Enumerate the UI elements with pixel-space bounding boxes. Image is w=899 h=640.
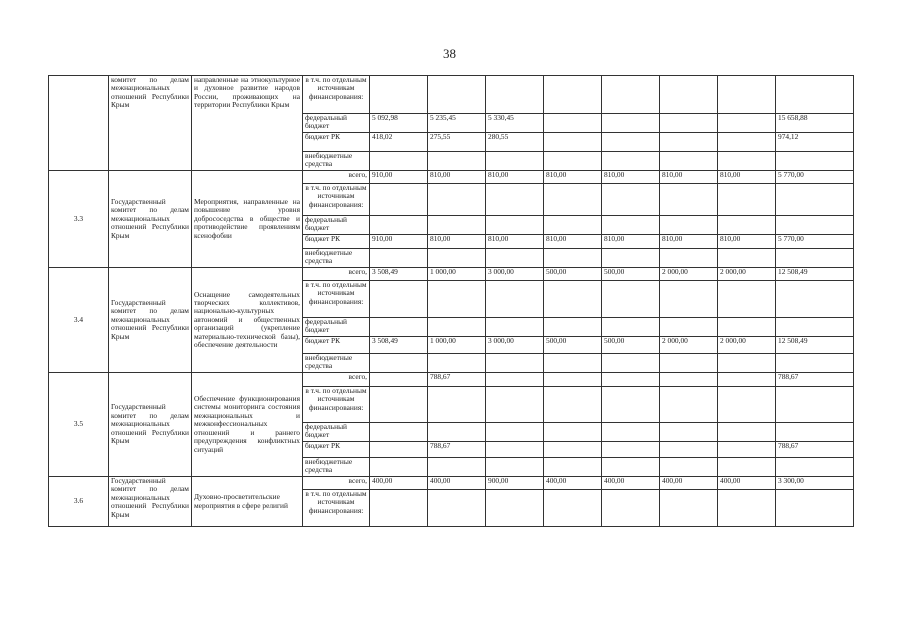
year-value: 2 000,00 bbox=[718, 337, 776, 354]
year-value: 5 235,45 bbox=[428, 114, 486, 133]
year-value: 810,00 bbox=[428, 235, 486, 249]
year-value: 3 508,49 bbox=[370, 268, 428, 281]
year-value: 810,00 bbox=[718, 171, 776, 184]
total-value: 12 508,49 bbox=[776, 337, 854, 354]
year-value bbox=[602, 373, 660, 387]
year-value bbox=[718, 114, 776, 133]
year-value bbox=[544, 114, 602, 133]
year-value bbox=[486, 76, 544, 114]
funding-source: в т.ч. по отдельным источникам финансирования: bbox=[303, 76, 370, 114]
total-value: 5 770,00 bbox=[776, 235, 854, 249]
year-value bbox=[544, 152, 602, 171]
table-row bbox=[49, 76, 854, 114]
year-value: 400,00 bbox=[428, 477, 486, 490]
funding-source: внебюджетные средства bbox=[303, 458, 370, 477]
year-value bbox=[486, 458, 544, 477]
year-value bbox=[718, 76, 776, 114]
year-value bbox=[428, 184, 486, 216]
total-value: 12 508,49 bbox=[776, 268, 854, 281]
funding-source: внебюджетные средства bbox=[303, 354, 370, 373]
year-value bbox=[370, 373, 428, 387]
year-value: 1 000,00 bbox=[428, 337, 486, 354]
activity-description: направленные на этнокультурное и духовное развитие народов России, проживающих на территории Республики Крым bbox=[192, 76, 303, 171]
budget-table bbox=[48, 75, 854, 527]
year-value: 1 000,00 bbox=[428, 268, 486, 281]
funding-source: в т.ч. по отдельным источникам финансирования: bbox=[303, 281, 370, 318]
year-value bbox=[602, 387, 660, 423]
year-value bbox=[660, 354, 718, 373]
funding-source: внебюджетные средства bbox=[303, 249, 370, 268]
year-value bbox=[718, 490, 776, 527]
year-value bbox=[660, 387, 718, 423]
year-value bbox=[544, 423, 602, 442]
funding-source: всего, bbox=[303, 373, 370, 387]
total-value bbox=[776, 281, 854, 318]
year-value bbox=[718, 318, 776, 337]
year-value bbox=[660, 423, 718, 442]
year-value bbox=[544, 184, 602, 216]
year-value bbox=[428, 76, 486, 114]
table-row bbox=[49, 373, 854, 387]
total-value bbox=[776, 216, 854, 235]
year-value bbox=[718, 281, 776, 318]
year-value bbox=[602, 152, 660, 171]
year-value bbox=[544, 458, 602, 477]
total-value: 3 300,00 bbox=[776, 477, 854, 490]
activity-description: Мероприятия, направленные на повышение уровня добрососедства в обществе и противодействие проявлениям ксенофобии bbox=[192, 171, 303, 268]
year-value bbox=[428, 249, 486, 268]
year-value bbox=[544, 76, 602, 114]
table-row bbox=[49, 268, 854, 281]
year-value bbox=[718, 354, 776, 373]
year-value: 810,00 bbox=[660, 235, 718, 249]
year-value: 788,67 bbox=[428, 373, 486, 387]
responsible-org: Государственный комитет по делам межнациональных отношений Республики Крым bbox=[109, 373, 192, 477]
year-value: 5 330,45 bbox=[486, 114, 544, 133]
year-value bbox=[602, 423, 660, 442]
year-value bbox=[486, 423, 544, 442]
year-value bbox=[370, 318, 428, 337]
year-value bbox=[486, 318, 544, 337]
year-value bbox=[370, 354, 428, 373]
year-value: 810,00 bbox=[428, 171, 486, 184]
year-value bbox=[660, 458, 718, 477]
year-value bbox=[660, 216, 718, 235]
year-value bbox=[602, 76, 660, 114]
responsible-org: Государственный комитет по делам межнациональных отношений Республики Крым bbox=[109, 268, 192, 373]
year-value bbox=[428, 318, 486, 337]
year-value bbox=[544, 133, 602, 152]
year-value bbox=[370, 442, 428, 458]
year-value bbox=[718, 216, 776, 235]
year-value bbox=[602, 114, 660, 133]
year-value bbox=[544, 318, 602, 337]
year-value: 2 000,00 bbox=[660, 337, 718, 354]
year-value bbox=[660, 373, 718, 387]
activity-description: Оснащение самодеятельных творческих коллективов, национально-культурных автономий и общественных организаций (укрепление материально-технической базы), обеспечение деятельности bbox=[192, 268, 303, 373]
funding-source: федеральный бюджет bbox=[303, 423, 370, 442]
year-value bbox=[486, 249, 544, 268]
year-value: 400,00 bbox=[660, 477, 718, 490]
total-value bbox=[776, 249, 854, 268]
year-value bbox=[486, 387, 544, 423]
year-value bbox=[544, 373, 602, 387]
year-value: 500,00 bbox=[544, 337, 602, 354]
funding-source: всего, bbox=[303, 171, 370, 184]
year-value: 400,00 bbox=[544, 477, 602, 490]
funding-source: федеральный бюджет bbox=[303, 216, 370, 235]
year-value bbox=[486, 354, 544, 373]
year-value: 3 000,00 bbox=[486, 337, 544, 354]
year-value: 810,00 bbox=[602, 235, 660, 249]
page-number: 38 bbox=[443, 46, 456, 61]
year-value: 400,00 bbox=[370, 477, 428, 490]
funding-source: федеральный бюджет bbox=[303, 114, 370, 133]
responsible-org: Государственный комитет по делам межнациональных отношений Республики Крым bbox=[109, 171, 192, 268]
year-value: 910,00 bbox=[370, 171, 428, 184]
year-value: 810,00 bbox=[660, 171, 718, 184]
year-value bbox=[602, 442, 660, 458]
funding-source: всего, bbox=[303, 268, 370, 281]
year-value bbox=[370, 76, 428, 114]
year-value bbox=[718, 387, 776, 423]
total-value bbox=[776, 354, 854, 373]
funding-source: всего, bbox=[303, 477, 370, 490]
year-value: 3 508,49 bbox=[370, 337, 428, 354]
year-value bbox=[602, 281, 660, 318]
year-value bbox=[370, 490, 428, 527]
year-value bbox=[370, 249, 428, 268]
year-value bbox=[718, 152, 776, 171]
year-value bbox=[428, 216, 486, 235]
year-value: 900,00 bbox=[486, 477, 544, 490]
year-value bbox=[718, 373, 776, 387]
year-value bbox=[428, 354, 486, 373]
year-value: 810,00 bbox=[486, 235, 544, 249]
year-value: 500,00 bbox=[602, 337, 660, 354]
year-value bbox=[718, 458, 776, 477]
funding-source: в т.ч. по отдельным источникам финансирования: bbox=[303, 184, 370, 216]
year-value bbox=[718, 133, 776, 152]
total-value bbox=[776, 152, 854, 171]
total-value: 788,67 bbox=[776, 373, 854, 387]
year-value: 2 000,00 bbox=[660, 268, 718, 281]
year-value bbox=[660, 114, 718, 133]
year-value: 810,00 bbox=[602, 171, 660, 184]
item-number: 3.4 bbox=[49, 268, 109, 373]
year-value: 810,00 bbox=[544, 235, 602, 249]
year-value: 280,55 bbox=[486, 133, 544, 152]
year-value bbox=[544, 354, 602, 373]
total-value: 974,12 bbox=[776, 133, 854, 152]
year-value bbox=[428, 281, 486, 318]
year-value bbox=[486, 442, 544, 458]
year-value bbox=[544, 387, 602, 423]
year-value: 2 000,00 bbox=[718, 268, 776, 281]
total-value bbox=[776, 76, 854, 114]
activity-description: Обеспечение функционирования системы мониторинга состояния межнациональных и межконфессиональных отношений и раннего предупреждения конфликтных ситуаций bbox=[192, 373, 303, 477]
year-value bbox=[486, 152, 544, 171]
funding-source: федеральный бюджет bbox=[303, 318, 370, 337]
item-number: 3.3 bbox=[49, 171, 109, 268]
year-value bbox=[370, 152, 428, 171]
year-value bbox=[602, 184, 660, 216]
total-value: 5 770,00 bbox=[776, 171, 854, 184]
year-value bbox=[660, 76, 718, 114]
total-value bbox=[776, 318, 854, 337]
year-value: 810,00 bbox=[544, 171, 602, 184]
total-value bbox=[776, 423, 854, 442]
total-value: 788,67 bbox=[776, 442, 854, 458]
year-value bbox=[370, 184, 428, 216]
year-value: 400,00 bbox=[718, 477, 776, 490]
year-value: 500,00 bbox=[544, 268, 602, 281]
year-value bbox=[660, 318, 718, 337]
year-value bbox=[544, 490, 602, 527]
year-value: 3 000,00 bbox=[486, 268, 544, 281]
year-value bbox=[660, 152, 718, 171]
funding-source: бюджет РК bbox=[303, 133, 370, 152]
year-value bbox=[660, 442, 718, 458]
year-value: 500,00 bbox=[602, 268, 660, 281]
year-value: 910,00 bbox=[370, 235, 428, 249]
table-row bbox=[49, 171, 854, 184]
year-value bbox=[370, 216, 428, 235]
year-value bbox=[602, 216, 660, 235]
year-value bbox=[660, 490, 718, 527]
year-value bbox=[428, 152, 486, 171]
total-value bbox=[776, 458, 854, 477]
year-value bbox=[428, 458, 486, 477]
responsible-org: комитет по делам межнациональных отношений Республики Крым bbox=[109, 76, 192, 171]
year-value: 275,55 bbox=[428, 133, 486, 152]
year-value bbox=[602, 458, 660, 477]
year-value bbox=[544, 442, 602, 458]
year-value bbox=[602, 249, 660, 268]
year-value bbox=[428, 423, 486, 442]
year-value: 810,00 bbox=[718, 235, 776, 249]
year-value bbox=[718, 442, 776, 458]
year-value bbox=[370, 281, 428, 318]
year-value bbox=[486, 373, 544, 387]
year-value: 788,67 bbox=[428, 442, 486, 458]
funding-source: в т.ч. по отдельным источникам финансирования: bbox=[303, 490, 370, 527]
year-value bbox=[602, 354, 660, 373]
year-value bbox=[718, 184, 776, 216]
activity-description: Духовно-просветительские мероприятия в сфере религий bbox=[192, 477, 303, 527]
year-value bbox=[602, 490, 660, 527]
year-value bbox=[544, 281, 602, 318]
funding-source: внебюджетные средства bbox=[303, 152, 370, 171]
year-value bbox=[660, 281, 718, 318]
year-value bbox=[428, 387, 486, 423]
year-value bbox=[718, 423, 776, 442]
table-row bbox=[49, 477, 854, 490]
year-value bbox=[370, 458, 428, 477]
year-value bbox=[602, 133, 660, 152]
year-value bbox=[660, 249, 718, 268]
item-number: 3.5 bbox=[49, 373, 109, 477]
funding-source: бюджет РК bbox=[303, 442, 370, 458]
year-value bbox=[660, 184, 718, 216]
year-value bbox=[544, 216, 602, 235]
year-value bbox=[370, 423, 428, 442]
year-value: 810,00 bbox=[486, 171, 544, 184]
total-value bbox=[776, 387, 854, 423]
total-value bbox=[776, 490, 854, 527]
year-value bbox=[544, 249, 602, 268]
funding-source: бюджет РК bbox=[303, 235, 370, 249]
funding-source: бюджет РК bbox=[303, 337, 370, 354]
year-value bbox=[486, 216, 544, 235]
responsible-org: Государственный комитет по делам межнациональных отношений Республики Крым bbox=[109, 477, 192, 527]
item-number: 3.6 bbox=[49, 477, 109, 527]
year-value bbox=[486, 490, 544, 527]
year-value bbox=[602, 318, 660, 337]
year-value bbox=[486, 184, 544, 216]
year-value: 5 092,98 bbox=[370, 114, 428, 133]
total-value: 15 658,88 bbox=[776, 114, 854, 133]
year-value bbox=[486, 281, 544, 318]
year-value bbox=[660, 133, 718, 152]
year-value bbox=[428, 490, 486, 527]
year-value: 400,00 bbox=[602, 477, 660, 490]
funding-source: в т.ч. по отдельным источникам финансирования: bbox=[303, 387, 370, 423]
item-number bbox=[49, 76, 109, 171]
year-value bbox=[718, 249, 776, 268]
year-value bbox=[370, 387, 428, 423]
total-value bbox=[776, 184, 854, 216]
year-value: 418,02 bbox=[370, 133, 428, 152]
